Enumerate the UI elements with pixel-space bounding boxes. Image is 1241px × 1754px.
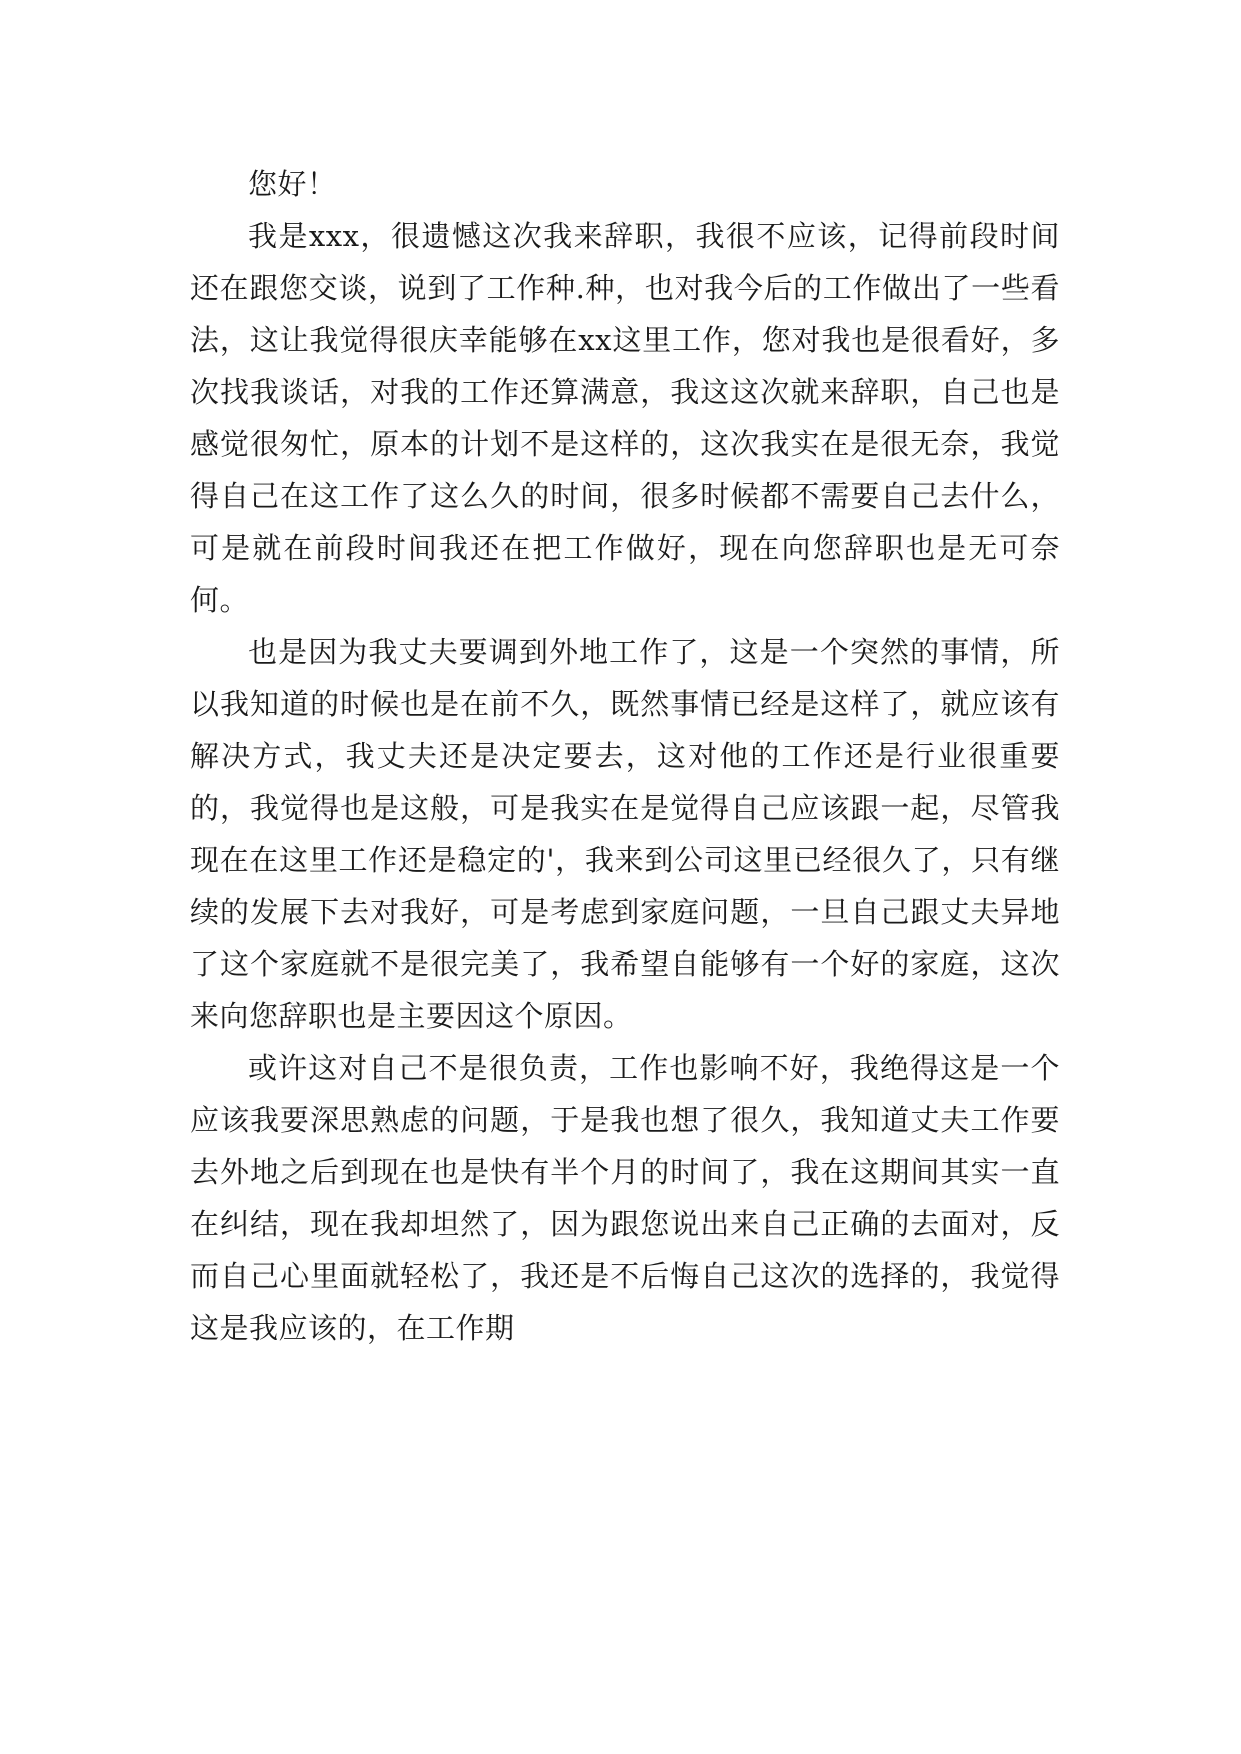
greeting: 您好！ xyxy=(248,167,337,201)
letter-body xyxy=(190,158,1060,1354)
paragraph-2: 也是因为我丈夫要调到外地工作了，这是一个突然的事情，所以我知道的时候也是在前不久，既然事情已经是这样了，就应该有解决方式，我丈夫还是决定要去，这对他的工作还是行业很重要的，我觉得也是这般，可是我实在是觉得自己应该跟一起，尽管我现在在这里工作还是稳定的'，我来到公司这里已经很久了，只有继续的发展下去对我好，可是考虑到家庭问题，一旦自己跟丈夫异地了这个家庭就不是很完美了，我希望自能够有一个好的家庭，这次来向您辞职也是主要因这个原因。 xyxy=(190,635,1060,1033)
paragraph-1: 我是xxx，很遗憾这次我来辞职，我很不应该，记得前段时间还在跟您交谈，说到了工作种.种，也对我今后的工作做出了一些看法，这让我觉得很庆幸能够在xx这里工作，您对我也是很看好，多次找我谈话，对我的工作还算满意，我这这次就来辞职，自己也是感觉很匆忙，原本的计划不是这样的，这次我实在是很无奈，我觉得自己在这工作了这么久的时间，很多时候都不需要自己去什么，可是就在前段时间我还在把工作做好，现在向您辞职也是无可奈何。 xyxy=(190,219,1060,617)
paragraph-3: 或许这对自己不是很负责，工作也影响不好，我绝得这是一个应该我要深思熟虑的问题，于是我也想了很久，我知道丈夫工作要去外地之后到现在也是快有半个月的时间了，我在这期间其实一直在纠结，现在我却坦然了，因为跟您说出来自己正确的去面对，反而自己心里面就轻松了，我还是不后悔自己这次的选择的，我觉得这是我应该的，在工作期 xyxy=(190,1051,1060,1345)
